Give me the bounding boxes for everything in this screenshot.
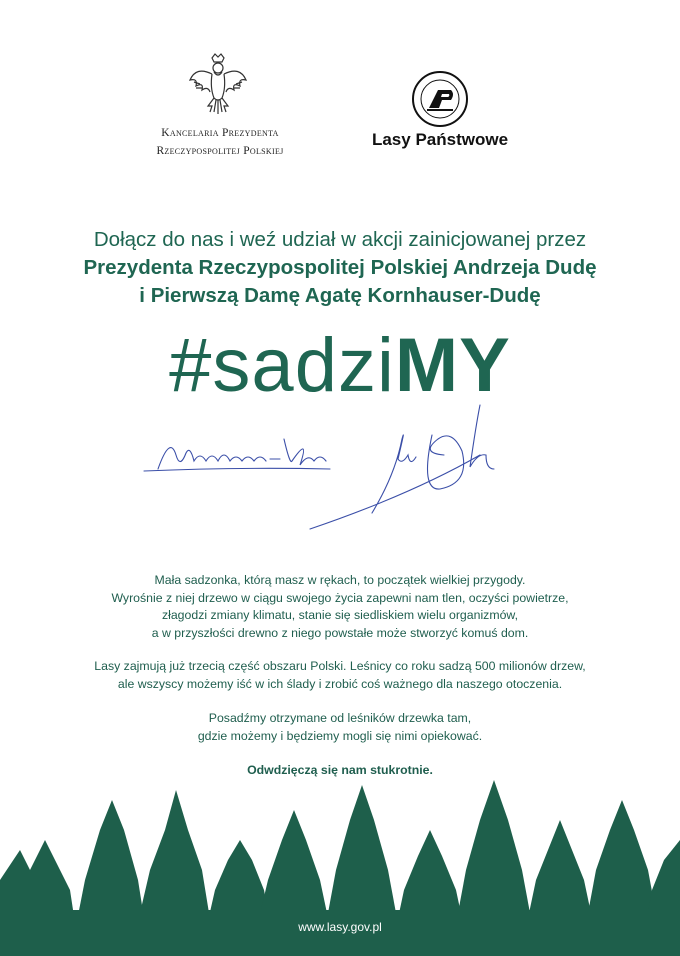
headline-line1: Dołącz do nas i weź udział w akcji zainicjowanej przez [93,228,587,251]
hashtag-prefix: #sadzi [169,323,395,408]
paragraph-seedling [40,572,640,642]
office-name-line2: Rzeczypospolitej Polskiej [156,145,284,157]
paragraph-line: Wyrośnie z niej drzewo w ciągu swojego życia zapewni nam tlen, oczyści powietrze, [111,590,569,605]
footer-url-link[interactable]: www.lasy.gov.pl [298,920,382,934]
lasy-panstwowe-logo-icon [411,70,469,128]
partner-name: Lasy Państwowe [371,130,509,149]
paragraph-forests [40,658,640,693]
paragraph-line: Lasy zajmują już trzecią część obszaru Polski. Leśnicy co roku sadzą 500 milionów drzew, [94,659,586,673]
paragraph-line: złagodzi zmiany klimatu, stanie się siedliskiem wielu organizmów, [161,608,519,622]
closing-line: Odwdzięczą się nam stukrotnie. [247,763,433,777]
signature-kornhauser-duda [144,439,330,471]
signature-andrzej-duda [310,405,494,529]
hashtag-suffix: MY [394,323,511,408]
polish-eagle-emblem-icon [186,52,250,118]
office-name-line1: Kancelaria Prezydenta [161,127,279,139]
paragraph-line: ale wszyscy możemy iść w ich ślady i zrobić coś ważnego dla naszego otoczenia. [117,676,563,691]
paragraph-line: a w przyszłości drewno z niego powstałe może stworzyć komuś dom. [151,625,529,640]
paragraph-plant [40,710,640,745]
paragraph-line: Posadźmy otrzymane od leśników drzewka tam, [208,711,472,725]
paragraph-line: gdzie możemy i będziemy mogli się nimi opiekować. [197,728,483,743]
handwritten-signatures [140,395,540,535]
headline-line3: i Pierwszą Damę Agatę Kornhauser-Dudę [139,284,541,307]
headline-line2: Prezydenta Rzeczypospolitej Polskiej Andrzeja Dudę [83,256,597,279]
paragraph-line: Mała sadzonka, którą masz w rękach, to początek wielkiej przygody. [154,573,526,587]
